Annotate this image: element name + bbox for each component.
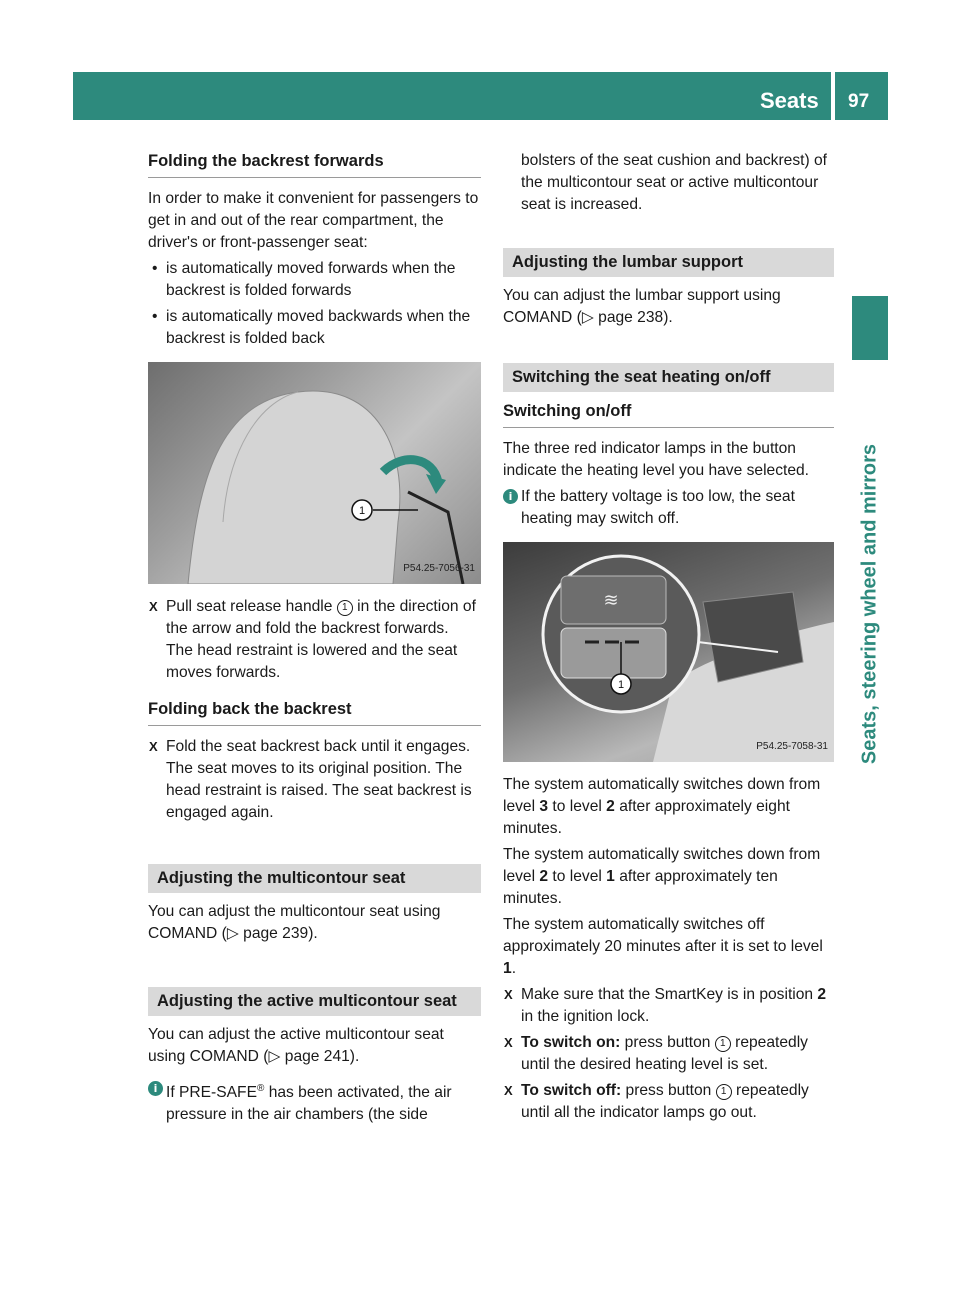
continued-text: bolsters of the seat cushion and backrest) of the multicontour seat or active multicontour seat is increased. [521, 152, 827, 213]
callout-1-icon: 1 [715, 1036, 731, 1052]
step-smartkey: X Make sure that the SmartKey is in position 2 in the ignition lock. [503, 984, 834, 1028]
figure-label: P54.25-7056-31 [403, 563, 475, 574]
heading-active-multicontour: Adjusting the active multicontour seat [148, 987, 481, 1016]
list-item: • is automatically moved backwards when the backrest is folded back [148, 306, 481, 350]
heading-switching-on-off: Switching on/off [503, 400, 834, 428]
seat-release-handle-figure [148, 362, 481, 584]
door-panel-illustration [503, 542, 834, 762]
info-icon: i [503, 489, 518, 504]
headrest-illustration [148, 362, 481, 584]
step-switch-on: X To switch on: press button 1 repeatedly until the desired heating level is set. [503, 1032, 834, 1076]
heading-lumbar: Adjusting the lumbar support [503, 248, 834, 277]
info-battery: i If the battery voltage is too low, the seat heating may switch off. [503, 486, 834, 530]
right-column [503, 150, 834, 1128]
heading-folding-back: Folding back the backrest [148, 698, 481, 726]
lumbar-text: You can adjust the lumbar support using COMAND (▷ page 238). [503, 287, 781, 326]
multicontour-text: You can adjust the multicontour seat using COMAND (▷ page 239). [148, 903, 441, 942]
chapter-tab-label: Seats, steering wheel and mirrors [852, 364, 888, 844]
callout-1-icon: 1 [716, 1084, 732, 1100]
page-number: 97 [848, 91, 870, 112]
list-item: • is automatically moved forwards when the backrest is folded forwards [148, 258, 481, 302]
info-icon: i [148, 1081, 163, 1096]
heading-folding-backrest-forwards: Folding the backrest forwards [148, 150, 481, 178]
header-bar [73, 72, 833, 120]
chapter-tab [852, 296, 888, 360]
heading-seat-heating: Switching the seat heating on/off [503, 363, 834, 392]
heating-intro: The three red indicator lamps in the button indicate the heating level you have selected. [503, 440, 810, 479]
figure2-callout: 1 [617, 679, 625, 691]
step-fold-back: X Fold the seat backrest back until it engages. The seat moves to its original position. The head restraint is raised. The seat backrest is engaged again. [148, 736, 481, 824]
figure-label: P54.25-7058-31 [756, 741, 828, 752]
seat-heating-button-figure [503, 542, 834, 762]
page-title: Seats [760, 88, 819, 113]
seat-heating-icon: ≋ [603, 590, 619, 611]
heading-multicontour: Adjusting the multicontour seat [148, 864, 481, 893]
step-pull-handle: X Pull seat release handle 1 in the direction of the arrow and fold the backrest forwards. The head restraint is lowered and the seat moves forwards. [148, 596, 481, 684]
active-multicontour-text: You can adjust the active multicontour seat using COMAND (▷ page 241). [148, 1026, 444, 1065]
left-column [148, 150, 481, 1130]
arrow-icon [426, 474, 446, 494]
fold-intro: In order to make it convenient for passengers to get in and out of the rear compartment, the driver's or front-passenger seat: [148, 190, 479, 251]
auto-switch-down-2: The system automatically switches down from level 2 to level 1 after approximately ten minutes. [503, 846, 821, 907]
figure1-callout: 1 [358, 505, 366, 517]
auto-switch-down-3: The system automatically switches down from level 3 to level 2 after approximately eight minutes. [503, 776, 821, 837]
callout-1-icon: 1 [337, 600, 353, 616]
info-presafe: i If PRE-SAFE® has been activated, the air pressure in the air chambers (the side [148, 1078, 481, 1126]
auto-switch-off: The system automatically switches off approximately 20 minutes after it is set to level 1. [503, 916, 823, 977]
step-switch-off: X To switch off: press button 1 repeatedly until all the indicator lamps go out. [503, 1080, 834, 1124]
